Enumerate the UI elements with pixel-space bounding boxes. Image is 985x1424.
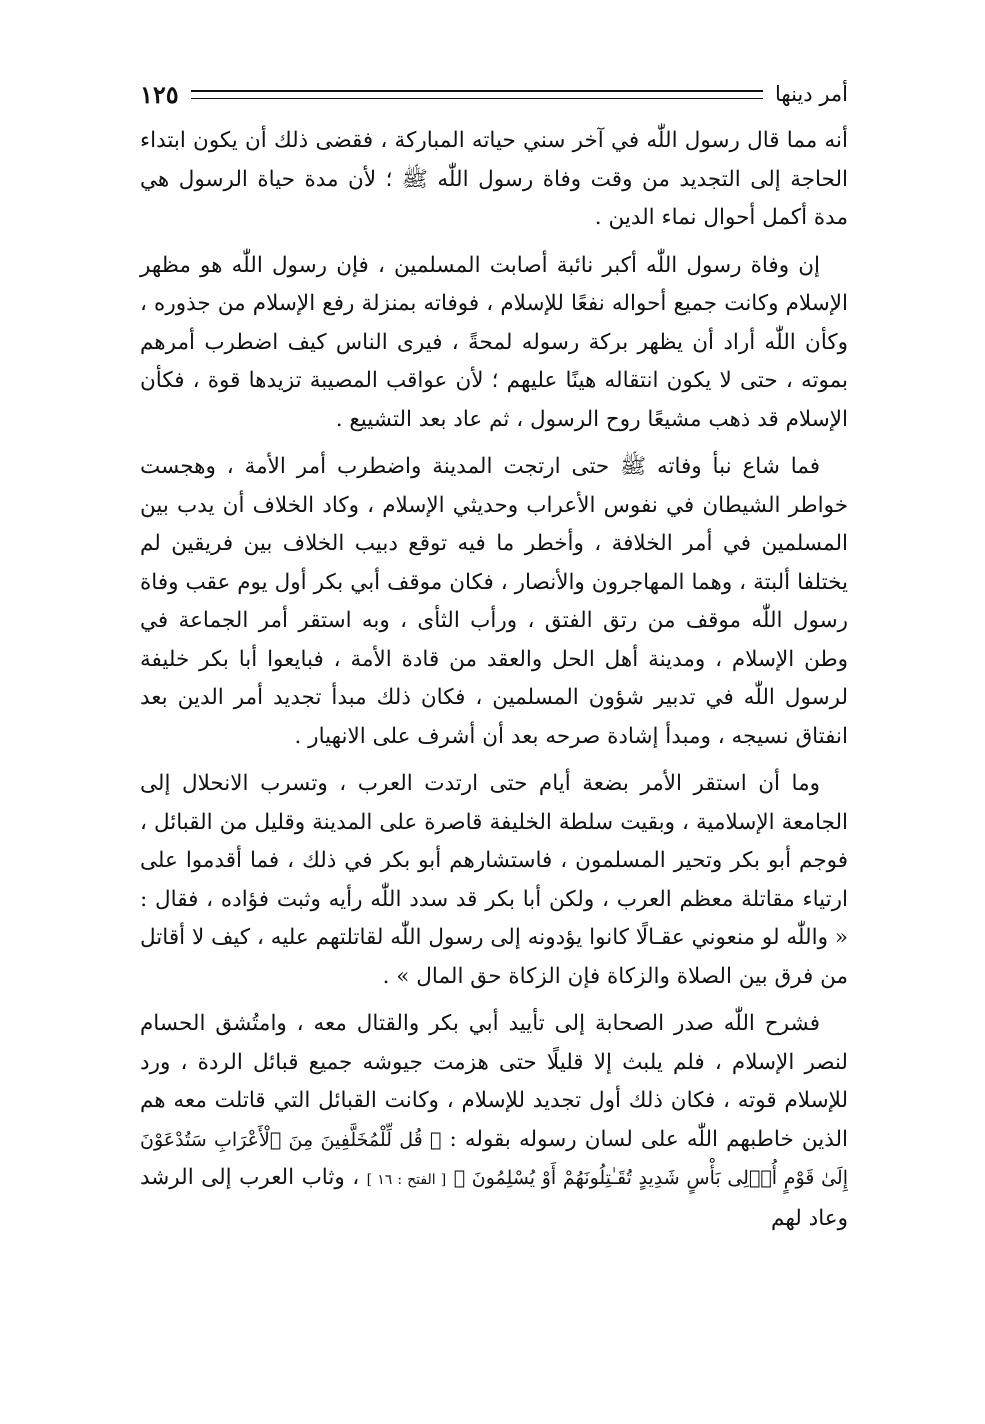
- paragraph-3: فما شاع نبأ وفاته ﷺ حتى ارتجت المدينة واضطرب أمر الأمة ، وهجست خواطر الشيطان في نفوس الأعراب وحديثي الإسلام ، وكاد الخلاف أن يدب بين المسلمين في أمر الخلافة ، وأخطر ما فيه توقع دبيب الخلاف بين فريقين لم يختلفا ألبتة ، وهما المهاجرون والأنصار ، فكان موقف أبي بكر أول يوم عقب وفاة رسول اللّٰه موقف من رتق الفتق ، ورأب الثأى ، وبه استقر أمر الجماعة في وطن الإسلام ، ومدينة أهل الحل والعقد من قادة الأمة ، فبايعوا أبا بكر خليفة لرسول اللّٰه في تدبير شؤون المسلمين ، فكان ذلك مبدأ تجديد أمر الدين بعد انفتاق نسيجه ، ومبدأ إشادة صرحه بعد أن أشرف على الانهيار .: [140, 454, 848, 749]
- body-text: [140, 122, 848, 1247]
- paragraph-5-tail: ، وثاب العرب إلى الرشد وعاد لهم: [140, 1165, 848, 1231]
- paragraph-2: إن وفاة رسول اللّٰه أكبر نائبة أصابت المسلمين ، فإن رسول اللّٰه هو مظهر الإسلام وكانت جميع أحواله نفعًا للإسلام ، فوفاته بمنزلة رفع الإسلام من جذوره ، وكأن اللّٰه أراد أن يظهر بركة رسوله لمحةً ، فيرى الناس كيف اضطرب أمرهم بموته ، حتى لا يكون انتقاله هينًا عليهم ؛ لأن عواقب المصيبة تزيدها قوة ، فكأن الإسلام قد ذهب مشيعًا روح الرسول ، ثم عاد بعد التشييع .: [140, 252, 848, 432]
- running-title: أمر دينها: [775, 82, 848, 106]
- page-number: ١٢٥: [140, 79, 179, 109]
- page-header: [140, 74, 848, 114]
- verse-reference: [ الفتح : ١٦ ]: [366, 1172, 447, 1188]
- header-rule: [191, 90, 763, 99]
- paragraph-1: أنه مما قال رسول اللّٰه في آخر سني حياته المباركة ، فقضى ذلك أن يكون ابتداء الحاجة إلى التجديد من وقت وفاة رسول اللّٰه ﷺ ؛ لأن مدة حياة الرسول هي مدة أكمل أحوال نماء الدين .: [140, 128, 848, 230]
- paragraph-5-text: فشرح اللّٰه صدر الصحابة إلى تأييد أبي بكر والقتال معه ، وامتُشق الحسام لنصر الإسلام ، فلم يلبث إلا قليلًا حتى هزمت جيوشه جميع قبائل الردة ، ورد للإسلام قوته ، فكان ذلك أول تجديد للإسلام ، وكانت القبائل التي قاتلت معه هم الذين خاطبهم اللّٰه على لسان رسوله بقوله :: [140, 1011, 849, 1152]
- paragraph-4: وما أن استقر الأمر بضعة أيام حتى ارتدت العرب ، وتسرب الانحلال إلى الجامعة الإسلامية ، وبقيت سلطة الخليفة قاصرة على المدينة وقليل من القبائل ، فوجم أبو بكر وتحير المسلمون ، فاستشارهم أبو بكر في ذلك ، فما أقدموا على ارتياء مقاتلة معظم العرب ، ولكن أبا بكر قد سدد اللّٰه رأيه وثبت فؤاده ، فقال : « واللّٰه لو منعوني عقـالًا كانوا يؤدونه إلى رسول اللّٰه لقاتلتهم عليه ، كيف لا أقاتل من فرق بين الصلاة والزكاة فإن الزكاة حق المال » .: [140, 771, 848, 989]
- quran-verse: ﴿ قُل لِّلْمُخَلَّفِينَ مِنَ ٱلْأَعْرَابِ سَتُدْعَوْنَ إِلَىٰ قَوْمٍ أُو۟لِى بَأْسٍ شَدِيدٍ تُقَـٰتِلُونَهُمْ أَوْ يُسْلِمُونَ ﴾: [140, 1128, 848, 1189]
- paragraph-5: [140, 1005, 848, 1238]
